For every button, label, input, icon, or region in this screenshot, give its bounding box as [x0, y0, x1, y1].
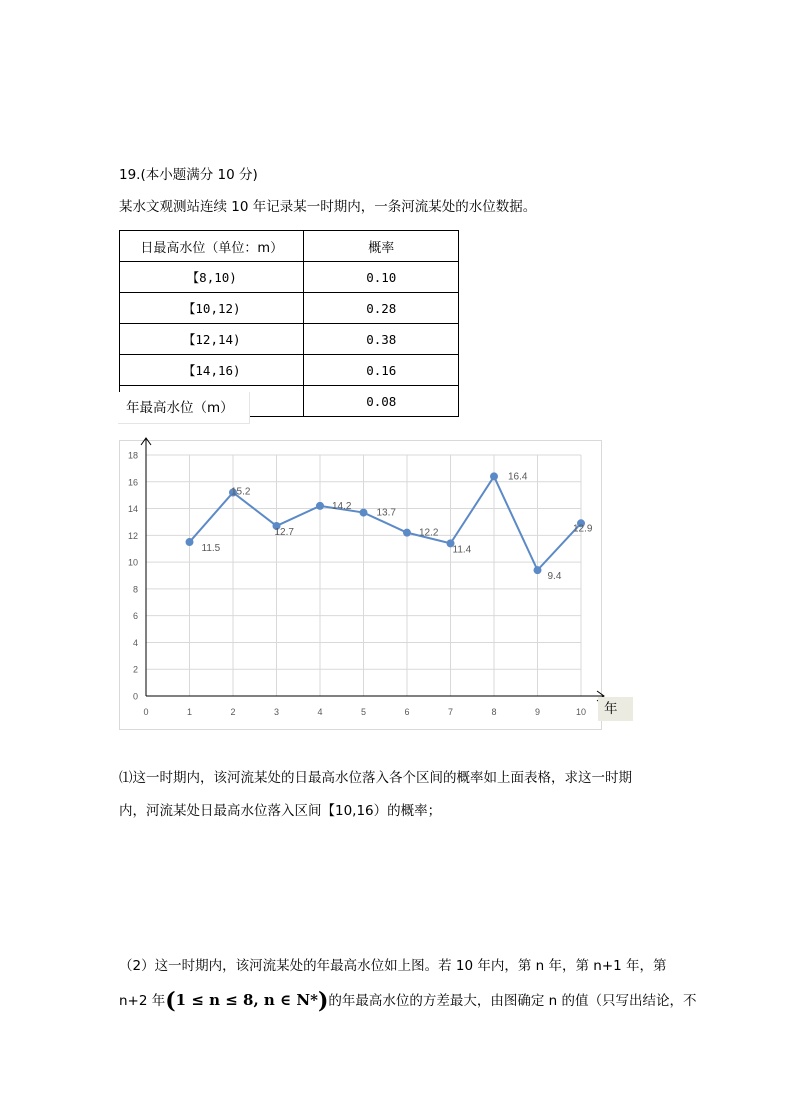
x-tick-label: 7 [447, 707, 454, 717]
data-point [534, 566, 542, 574]
probability-cell: 0.16 [304, 355, 459, 386]
data-point [360, 509, 368, 517]
x-tick-label: 2 [230, 707, 236, 717]
table-header-cell: 日最高水位（单位：m） [120, 231, 304, 262]
x-tick-label: 9 [534, 707, 541, 717]
math-condition: 1 ≤ n ≤ 8, n ∈ N* [175, 991, 318, 1009]
interval-cell: 【14,16) [120, 355, 304, 386]
data-label: 11.5 [201, 543, 221, 555]
y-tick-label: 14 [127, 504, 138, 515]
interval-cell: 【8,10) [120, 262, 304, 293]
math-close-paren: ) [317, 988, 329, 1014]
math-open-paren: ( [165, 988, 176, 1014]
question-number: 19.(本小题满分 10 分) [119, 167, 258, 183]
part1-line1: ⑴这一时期内，该河流某处的日最高水位落入各个区间的概率如上面表格，求这一时期 [119, 770, 632, 786]
probability-cell: 0.28 [304, 293, 459, 324]
interval-cell: 【12,14) [120, 324, 304, 355]
x-tick-label: 1 [186, 707, 193, 717]
y-tick-label: 18 [127, 450, 138, 461]
x-tick-label: 8 [491, 707, 497, 717]
data-point [186, 538, 194, 546]
data-label: 13.7 [376, 507, 396, 519]
y-tick-label: 16 [127, 477, 138, 488]
data-point [316, 502, 324, 510]
question-intro: 某水文观测站连续 10 年记录某一时期内，一条河流某处的水位数据。 [119, 199, 537, 215]
y-tick-label: 6 [132, 611, 138, 622]
data-label: 14.2 [332, 500, 352, 512]
data-label: 12.7 [274, 526, 294, 538]
y-tick-label: 2 [132, 664, 138, 675]
part2-line1: （2）这一时期内，该河流某处的年最高水位如上图。若 10 年内，第 n 年，第 n+1 年，第 [119, 958, 667, 974]
interval-cell: 【10,12) [120, 293, 304, 324]
x-tick-label: 5 [360, 707, 367, 717]
data-label: 12.2 [419, 527, 439, 539]
data-label: 11.4 [452, 544, 472, 556]
data-label: 16.4 [508, 471, 528, 483]
y-tick-label: 12 [127, 530, 138, 541]
part2-line2-prefix: n+2 年 [119, 993, 166, 1009]
data-label: 12.9 [573, 523, 593, 535]
x-tick-label: 3 [273, 707, 280, 717]
data-point [403, 529, 411, 537]
table-header-cell: 概率 [304, 231, 459, 262]
x-tick-label: 0 [143, 707, 149, 717]
y-tick-label: 8 [132, 584, 138, 595]
data-point [490, 472, 498, 480]
chart-y-label: 年最高水位（m） [118, 392, 250, 424]
x-tick-label: 4 [317, 707, 323, 717]
y-tick-label: 10 [127, 557, 138, 568]
data-label: 9.4 [547, 571, 562, 583]
x-axis-unit-label: 年 [598, 697, 633, 721]
y-tick-label: 4 [132, 637, 138, 648]
x-tick-label: 6 [404, 707, 410, 717]
probability-cell: 0.08 [304, 386, 459, 417]
data-label: 15.2 [231, 486, 251, 498]
part2-line2 [119, 988, 697, 1014]
part1-line2: 内，河流某处日最高水位落入区间【10,16）的概率； [119, 803, 442, 819]
part2-line2-suffix: 的年最高水位的方差最大，由图确定 n 的值（只写出结论，不 [328, 993, 697, 1009]
x-tick-label: 10 [575, 707, 587, 717]
probability-cell: 0.10 [304, 262, 459, 293]
probability-cell: 0.38 [304, 324, 459, 355]
y-tick-label: 0 [132, 691, 138, 702]
